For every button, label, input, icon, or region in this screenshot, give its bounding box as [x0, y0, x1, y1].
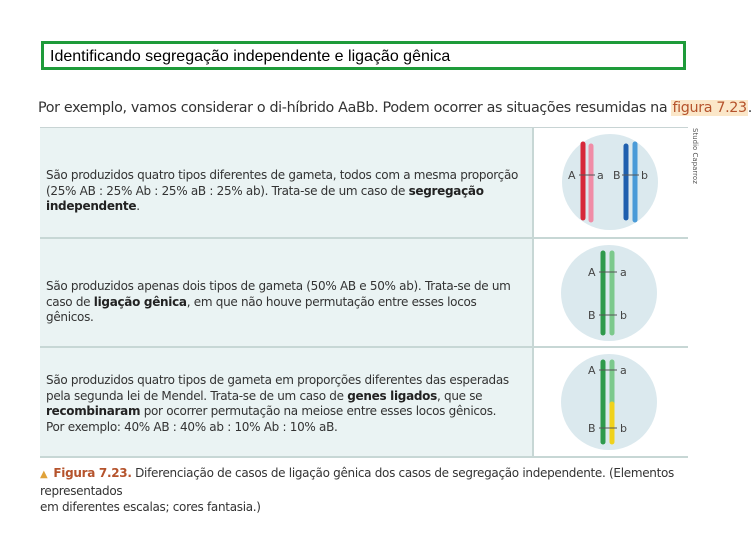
- row-term: ligação gênica: [93, 294, 187, 309]
- row-term: segregação independente: [46, 183, 484, 214]
- intro-text: [38, 100, 752, 116]
- gene-linkage-diagram: [534, 239, 688, 346]
- allele-label-B: B: [588, 309, 596, 322]
- intro-text-before: Por exemplo, vamos considerar o di-híbrido AaBb. Podem ocorrer as situações resumidas na: [38, 100, 672, 116]
- allele-label-A: A: [588, 266, 596, 279]
- allele-label-A: A: [588, 364, 596, 377]
- allele-label-A: A: [568, 169, 576, 182]
- cell-circle: [561, 354, 657, 450]
- row-text-part: , em que não houve permutação entre esses locos gênicos.: [46, 294, 477, 325]
- image-credit: Studio Caparroz: [691, 128, 699, 184]
- caption-arrow-icon: ▲: [40, 469, 48, 480]
- row-term: recombinaram: [46, 404, 141, 419]
- cell-circle: [562, 134, 658, 230]
- allele-label-B: B: [588, 422, 596, 435]
- allele-label-b: b: [620, 309, 627, 322]
- row-text-part: São produzidos apenas dois tipos de gameta (50% AB e 50% ab). Trata-se de um caso de: [46, 279, 511, 309]
- allele-label-b: b: [641, 169, 648, 182]
- cell-circle: [561, 245, 657, 341]
- figure-label: Figura 7.23.: [53, 466, 132, 480]
- row-illustration: [534, 239, 688, 346]
- row-text: [46, 279, 526, 326]
- row-illustration: [534, 348, 688, 456]
- independent-segregation-diagram: [534, 128, 688, 237]
- caption-line-1: Diferenciação de casos de ligação gênica dos casos de segregação independente. (Elementos representados: [40, 466, 674, 498]
- caption-line-2: em diferentes escalas; cores fantasia.): [40, 500, 261, 514]
- row-term: genes ligados: [347, 388, 437, 403]
- row-illustration: [534, 128, 688, 237]
- intro-text-after: .: [747, 100, 752, 116]
- row-description: [40, 348, 534, 456]
- slide-title: Identificando segregação independente e ligação gênica: [41, 41, 686, 70]
- row-text-part: , que se: [436, 388, 483, 403]
- row-text-part: São produzidos quatro tipos de gameta em proporções diferentes das esperadas pela segunda lei de Mendel. Trata-se de um caso de: [46, 373, 509, 403]
- row-example: Por exemplo: 40% AB : 40% ab : 10% Ab : 10% aB.: [46, 419, 338, 434]
- allele-label-b: b: [620, 422, 627, 435]
- row-description: [40, 128, 534, 237]
- row-text-part: .: [136, 199, 140, 214]
- row-description: [40, 239, 534, 346]
- allele-label-a: a: [620, 364, 627, 377]
- row-text: [46, 168, 526, 215]
- allele-label-a: a: [620, 266, 627, 279]
- table-row: [40, 239, 688, 348]
- row-text: [46, 373, 526, 435]
- row-text-part: São produzidos quatro tipos diferentes de gameta, todos com a mesma proporção (25% AB : 25% Ab : 25% aB : 25% ab). Trata-se de um caso de: [46, 168, 519, 198]
- table-row: [40, 128, 688, 239]
- recombination-diagram: [534, 348, 688, 456]
- figure-reference: figura 7.23: [672, 100, 747, 116]
- figure-caption: [40, 465, 690, 515]
- cases-table: [40, 127, 688, 458]
- row-text-part: por ocorrer permutação na meiose entre esses locos gênicos.: [140, 404, 497, 419]
- allele-label-a: a: [597, 169, 604, 182]
- allele-label-B: B: [613, 169, 621, 182]
- table-row: [40, 348, 688, 458]
